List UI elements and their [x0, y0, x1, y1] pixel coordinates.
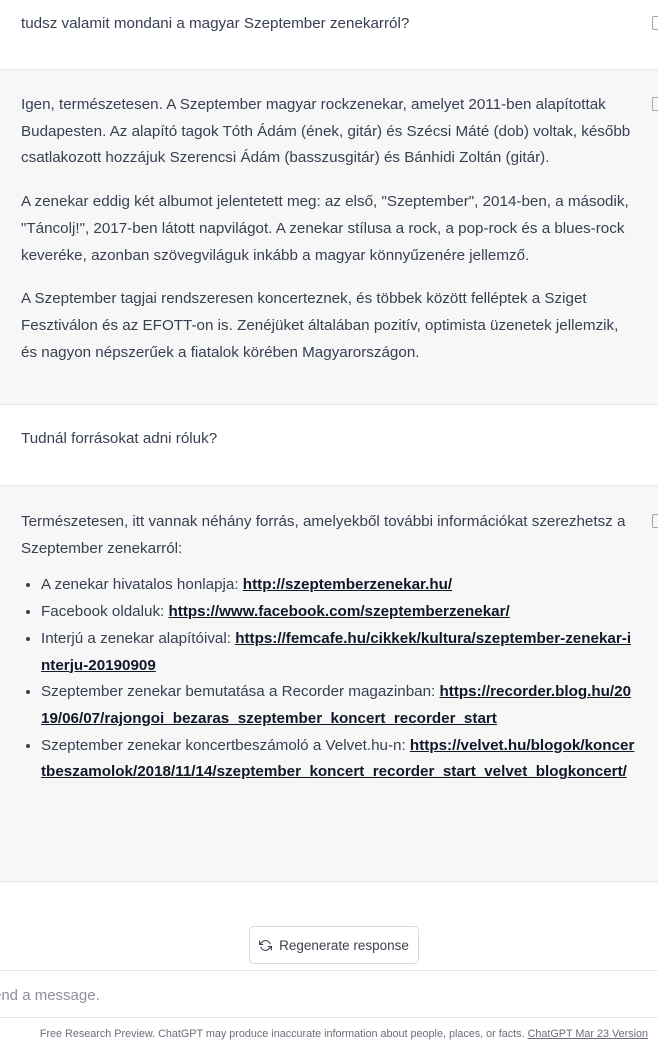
footer-text: Free Research Preview. ChatGPT may produce inaccurate information about people, places, or facts.: [39, 1028, 528, 1040]
regenerate-label: Regenerate response: [279, 937, 409, 953]
list-item: [21, 626, 636, 679]
copy-icon[interactable]: [652, 514, 658, 528]
source-label: A zenekar hivatalos honlapja:: [41, 576, 243, 594]
edit-icon[interactable]: [652, 16, 658, 30]
user-message-text: tudsz valamit mondani a magyar Szeptember zenekarról?: [21, 15, 410, 32]
source-link[interactable]: https://femcafe.hu/cikkek/kultura/szeptember-zenekar-interju-20190909: [41, 629, 632, 674]
message-input[interactable]: [0, 971, 635, 1019]
list-item: [21, 572, 636, 599]
assistant-message-2: [0, 486, 658, 882]
answer-paragraph-2: A zenekar eddig két albumot jelentetett meg: az első, "Szeptember", 2014-ben, a második, "Táncolj!", 2017-ben látott napvilágot. A zenekar stílusa a rock, a pop-rock és a blues-rock keveréke, azonban szövegviláguk inkább a magyar könnyűzenére jellemző.: [21, 193, 629, 264]
user-message-text: Tudnál forrásokat adni róluk?: [21, 430, 218, 447]
list-item: [21, 733, 636, 786]
source-link[interactable]: https://recorder.blog.hu/2019/06/07/rajongoi_bezaras_szeptember_koncert_recorder_start: [41, 683, 632, 727]
source-label: Szeptember zenekar koncertbeszámoló a Velvet.hu-n:: [41, 736, 410, 754]
list-item: [21, 599, 636, 626]
copy-icon[interactable]: [652, 97, 658, 111]
source-link[interactable]: http://szeptemberzenekar.hu/: [242, 576, 453, 594]
assistant-message-1: [0, 70, 658, 405]
user-message-2: [0, 405, 658, 486]
bullet-icon: [26, 610, 30, 614]
answer-paragraph-1: Igen, természetesen. A Szeptember magyar rockzenekar, amelyet 2011-ben alapítottak Budapesten. Az alapító tagok Tóth Ádám (ének, gitár) és Szécsi Máté (dob) voltak, később csatlakozott hozzájuk Szerencsi Ádám (basszusgitár) és Bánhidi Zoltán (gitár).: [21, 96, 631, 167]
bullet-icon: [26, 637, 30, 641]
source-label: Szeptember zenekar bemutatása a Recorder magazinban:: [41, 683, 440, 701]
source-list: [21, 572, 636, 786]
footer-disclaimer: [0, 1028, 658, 1040]
regenerate-button[interactable]: [249, 926, 419, 964]
answer-paragraph-3: A Szeptember tagjai rendszeresen koncerteznek, és többek között felléptek a Sziget Fesztiválon és az EFOTT-on is. Zenéjüket általában pozitív, optimista üzenetek jellemzik, és nagyon népszerűek a fiatalok körében Magyarországon.: [21, 290, 619, 361]
bullet-icon: [26, 744, 30, 748]
source-label: Facebook oldaluk:: [41, 603, 169, 621]
answer-intro: Természetesen, itt vannak néhány forrás, amelyekből további információkat szerezhetsz a Szeptember zenekarról:: [21, 513, 626, 557]
refresh-icon: [259, 939, 272, 952]
source-link[interactable]: https://velvet.hu/blogok/koncertbeszamolok/2018/11/14/szeptember_koncert_recorder_start_velvet_blogkoncert/: [41, 736, 635, 781]
version-link[interactable]: ChatGPT Mar 23 Version: [527, 1028, 648, 1040]
message-input-bar: [0, 970, 658, 1018]
bullet-icon: [26, 690, 30, 694]
bullet-icon: [26, 583, 30, 587]
user-message-1: [0, 0, 658, 70]
source-label: Interjú a zenekar alapítóival:: [41, 629, 236, 647]
source-link[interactable]: https://www.facebook.com/szeptemberzenekar/: [168, 603, 510, 621]
list-item: [21, 679, 636, 732]
